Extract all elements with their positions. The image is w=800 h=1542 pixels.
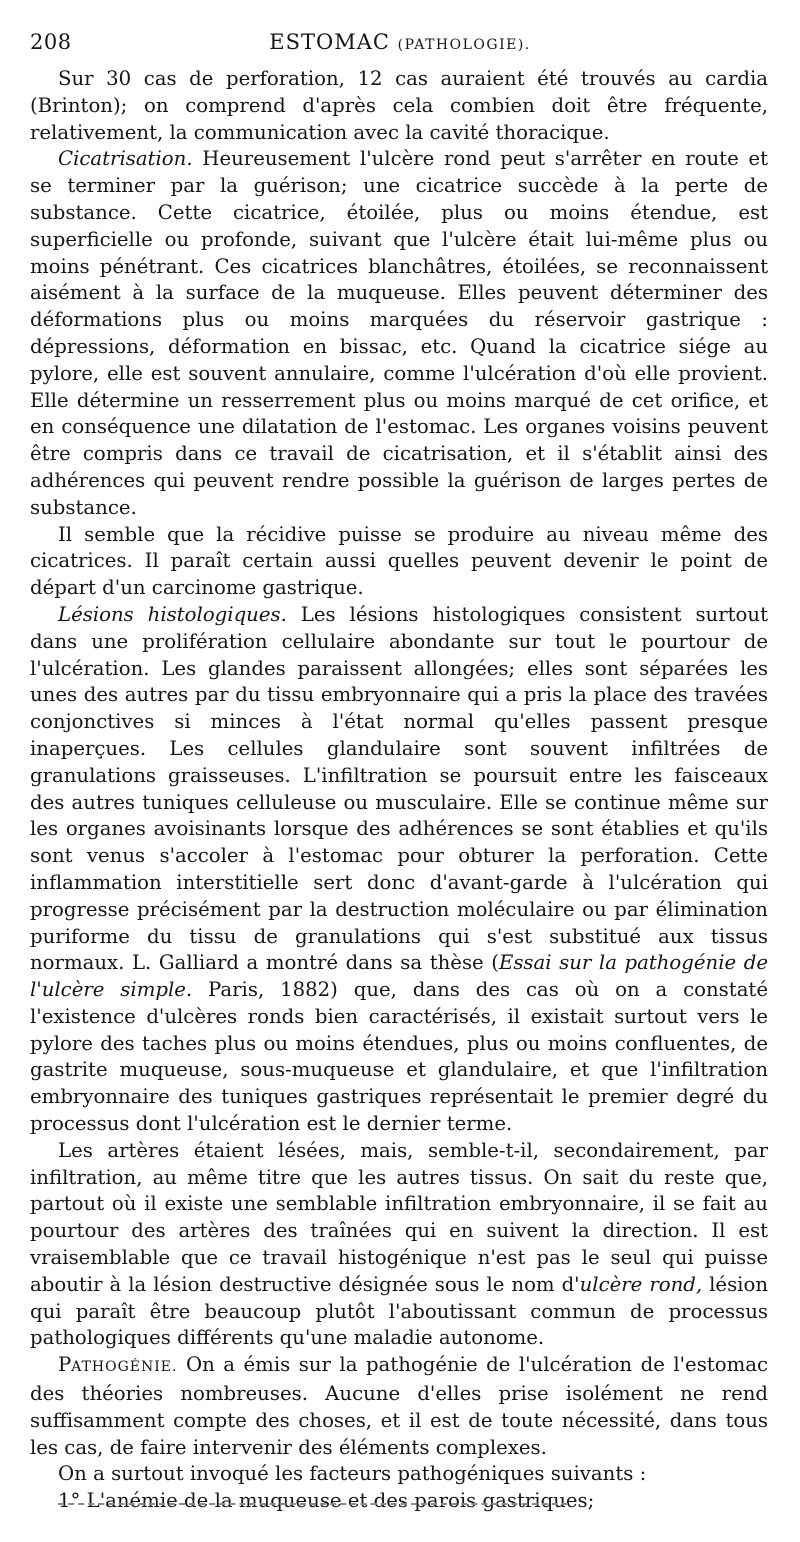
section-heading-lesions: Lésions histologiques.	[58, 602, 287, 626]
paragraph-lesions-text-a: Les lésions histologiques consistent surtout dans une prolifération cellulaire abondante sur tout le pourtour de l'ulcération. Les glandes paraissent allongées; elles sont séparées les unes des autres par du tissu embryonnaire qui a pris la place des travées conjonctives si minces à l'état normal qu'elles passent presque inaperçues. Les cellules glandulaire sont souvent infiltrées de granulations graisseuses. L'infiltration se poursuit entre les faisceaux des autres tuniques celluleuse ou musculaire. Elle se continue même sur les organes avoisinants lorsque des adhérences se sont établies et qu'ils sont venus s'accoler à l'estomac pour obturer la perforation. Cette inflammation interstitielle sert donc d'avant-garde à l'ulcération qui progresse précisément par la destruction moléculaire ou par élimination puriforme du tissu de granulations qui s'est substitué aux tissus normaux. L. Galliard a montré dans sa thèse (	[30, 602, 768, 975]
section-heading-cicatrisation: Cicatrisation.	[58, 147, 193, 171]
term-ulcere-rond: ulcère rond,	[579, 1272, 703, 1296]
citation-title: Essai sur la pathogénie de l'ulcère simple.	[30, 951, 768, 1002]
footer-rule	[58, 1503, 568, 1505]
paragraph-pathogenie-text: On a émis sur la pathogénie de l'ulcération de l'estomac des théories nombreuses. Aucune d'elles prise isolément ne rend suffisamment compte des choses, et il est de toute nécessité, dans tous les cas, de faire intervenir des éléments complexes.	[30, 1353, 768, 1459]
paragraph-lesions-text-b: Paris, 1882) que, dans des cas où on a constaté l'existence d'ulcères ronds bien caractérisés, il existait surtout vers le pylore des taches plus ou moins étendues, plus ou moins confluentes, de gastrite muqueuse, sous-muqueuse et glandulaire, et que l'infiltration embryonnaire des tuniques gastriques représentait le premier degré du processus dont l'ulcération est le dernier terme.	[30, 978, 768, 1136]
paragraph-pathogenie	[30, 1352, 768, 1461]
running-title-sub: (PATHOLOGIE).	[397, 37, 531, 53]
running-title-main: ESTOMAC	[269, 30, 390, 54]
book-page	[30, 0, 770, 1542]
list-item-anemie: 1° L'anémie de la muqueuse et des parois gastriques;	[58, 1489, 595, 1513]
running-header	[30, 30, 770, 58]
paragraph-cicatrisation	[30, 146, 768, 521]
paragraph-arteres-text-b: lésion qui paraît être beaucoup plutôt l'aboutissant commun de processus pathologiques différents qu'une maladie autonome.	[30, 1272, 768, 1350]
paragraph-lesions-histologiques	[30, 602, 768, 1138]
page-number: 208	[30, 30, 72, 54]
paragraph-cicatrisation-text: Heureusement l'ulcère rond peut s'arrêter en route et se terminer par la guérison; une cicatrice succède à la perte de substance. Cette cicatrice, étoilée, plus ou moins étendue, est superficielle ou profonde, suivant que l'ulcère était lui-même plus ou moins pénétrant. Ces cicatrices blanchâtres, étoilées, se reconnaissent aisément à la surface de la muqueuse. Elles peuvent déterminer des déformations plus ou moins marquées du réservoir gastrique : dépressions, déformation en bissac, etc. Quand la cicatrice siége au pylore, elle est souvent annulaire, comme l'ulcération d'où elle provient. Elle détermine un resserrement plus ou moins marqué de cet orifice, et en conséquence une dilatation de l'estomac. Les organes voisins peuvent être compris dans ce travail de cicatrisation, et il s'établit ainsi des adhérences qui peuvent rendre possible la guérison de larges pertes de substance.	[30, 147, 768, 519]
section-heading-pathogenie-rest: ATHOGÉNIE.	[71, 1359, 178, 1376]
section-heading-pathogenie-initial: P	[58, 1353, 72, 1377]
paragraph-perforation: Sur 30 cas de perforation, 12 cas auraient été trouvés au cardia (Brinton); on comprend d'après cela combien doit être fréquente, relativement, la communication avec la cavité thoracique.	[30, 67, 768, 144]
paragraph-arteres-text-a: Les artères étaient lésées, mais, semble-t-il, secondairement, par infiltration, au même titre que les autres tissus. On sait du reste que, partout où il existe une semblable infiltration embryonnaire, il se fait au pourtour des artères des traînées qui en suivent la direction. Il est vraisemblable que ce travail histogénique n'est pas le seul qui puisse aboutir à la lésion destructive désignée sous le nom d'	[30, 1138, 768, 1296]
paragraph-arteres	[30, 1138, 768, 1352]
paragraph-recidive: Il semble que la récidive puisse se produire au niveau même des cicatrices. Il paraît certain aussi quelles peuvent devenir le point de départ d'un carcinome gastrique.	[30, 522, 768, 600]
running-title	[30, 30, 770, 54]
body-text	[30, 66, 768, 1515]
paragraph-facteurs: On a surtout invoqué les facteurs pathogéniques suivants :	[58, 1462, 647, 1486]
